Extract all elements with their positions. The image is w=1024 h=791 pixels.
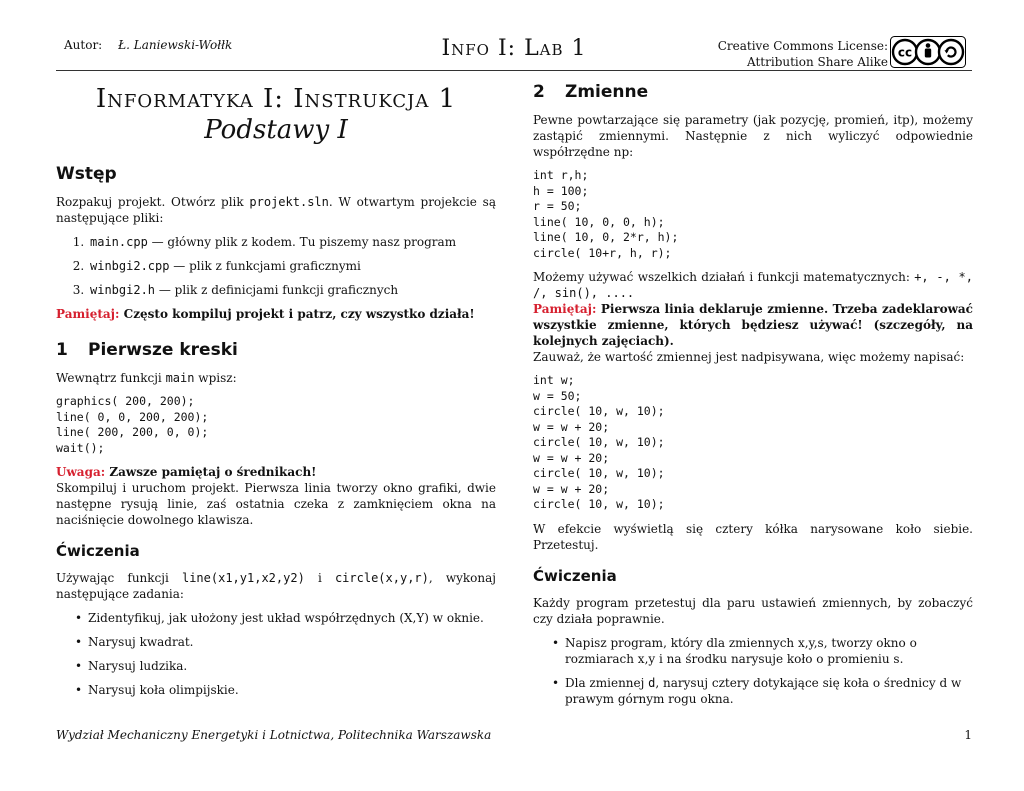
warning-label: Uwaga: bbox=[56, 465, 106, 479]
list-item: • Narysuj ludzika. bbox=[88, 658, 496, 674]
text-a: Dla zmiennej bbox=[565, 675, 649, 690]
list-item: • Narysuj kwadrat. bbox=[88, 634, 496, 650]
section-2-intro: Pewne powtarzające się parametry (jak pozycję, promień, itp), możemy zastąpić zmiennymi. Następnie z nich wyliczyć odpowiednie współrzędne np: bbox=[533, 113, 973, 159]
code-block-3: int w; w = 50; circle( 10, w, 10); w = w + 20; circle( 10, w, 10); w = w + 20; circle( 10, w, 10); w = w + 20; circle( 10, w, 10); bbox=[533, 373, 665, 511]
exercise-list-left bbox=[56, 610, 496, 698]
header-rule bbox=[56, 70, 972, 71]
remember-text: Pierwsza linia deklaruje zmienne. Trzeba zadeklarować wszystkie zmienne, których będziesz używać! (szczegóły, na kolejnych zajęciach). bbox=[533, 302, 973, 348]
text-b: , narysuj cztery dotykające się koła o średnicy d w prawym górnym rogu okna. bbox=[565, 675, 962, 706]
page-number: 1 bbox=[964, 728, 972, 742]
author-name: Ł. Laniewski-Wołłk bbox=[118, 38, 233, 52]
section-1-intro bbox=[56, 370, 496, 386]
warning-text: Zawsze pamiętaj o średnikach! bbox=[105, 465, 317, 479]
warning-note bbox=[56, 464, 496, 480]
code-inline: main bbox=[165, 371, 195, 385]
exercises-heading-left: Ćwiczenia bbox=[56, 542, 140, 560]
right-column bbox=[533, 80, 973, 715]
code-inline: circle(x,y,r) bbox=[334, 571, 429, 585]
section-title: Pierwsze kreski bbox=[88, 340, 238, 360]
file-code: main.cpp bbox=[90, 235, 148, 249]
section-number: 1 bbox=[56, 340, 68, 360]
cc-by-sa-icon bbox=[890, 36, 966, 68]
remember-label: Pamiętaj: bbox=[533, 302, 597, 316]
text-b: wpisz: bbox=[194, 371, 237, 385]
page-subtitle: Podstawy I bbox=[204, 115, 348, 145]
exercise-list-right bbox=[533, 635, 973, 707]
result-paragraph: W efekcie wyświetlą się cztery kółka narysowane koło siebie. Przetestuj. bbox=[533, 521, 973, 552]
page-title: Informatyka I: Instrukcja 1 bbox=[95, 84, 457, 114]
section-number: 2 bbox=[533, 82, 545, 102]
remember-text: Często kompiluj projekt i patrz, czy wszystko działa! bbox=[119, 307, 475, 321]
section-title: Zmienne bbox=[565, 82, 649, 102]
list-item bbox=[88, 234, 496, 250]
file-code: winbgi2.h bbox=[90, 283, 156, 297]
intro-heading: Wstęp bbox=[56, 164, 117, 184]
text-b: i bbox=[304, 571, 335, 585]
intro-text-a: Rozpakuj projekt. Otwórz plik bbox=[56, 195, 250, 209]
list-item: • Zidentyfikuj, jak ułożony jest układ współrzędnych (X,Y) w oknie. bbox=[88, 610, 496, 626]
header-title: Info I: Lab 1 bbox=[441, 36, 587, 61]
text-a: Wewnątrz funkcji bbox=[56, 371, 166, 385]
page-header bbox=[56, 28, 972, 72]
file-code: winbgi2.cpp bbox=[90, 259, 170, 273]
section-1-heading bbox=[56, 340, 496, 360]
remember-note bbox=[56, 306, 496, 322]
left-column bbox=[56, 80, 496, 706]
list-item: • Napisz program, który dla zmiennych x,y,s, tworzy okno o rozmiarach x,y i na środku narysuje koło o promieniu s. bbox=[565, 635, 973, 667]
file-desc: — plik z definicjami funkcji graficznych bbox=[155, 283, 399, 297]
list-item bbox=[88, 282, 496, 298]
intro-code: projekt.sln bbox=[249, 195, 329, 209]
math-ops-paragraph bbox=[533, 269, 973, 301]
svg-text:cc: cc bbox=[897, 45, 913, 60]
section-2-heading bbox=[533, 82, 973, 102]
exercises-heading-right: Ćwiczenia bbox=[533, 566, 617, 585]
list-item bbox=[565, 675, 973, 707]
page-footer bbox=[56, 728, 972, 742]
intro-paragraph bbox=[56, 194, 496, 226]
text-a: Możemy używać wszelkich działań i funkcji matematycznych: bbox=[533, 270, 915, 284]
list-item: • Narysuj koła olimpijskie. bbox=[88, 682, 496, 698]
file-desc: — plik z funkcjami graficznymi bbox=[169, 259, 361, 273]
author-label: Autor: bbox=[64, 38, 103, 52]
license-line-1: Creative Commons License: bbox=[717, 39, 888, 53]
code-block-1: graphics( 200, 200); line( 0, 0, 200, 200); line( 200, 200, 0, 0); wait(); bbox=[56, 394, 209, 455]
file-desc: — główny plik z kodem. Tu piszemy nasz program bbox=[147, 235, 457, 249]
overwrite-paragraph: Zauważ, że wartość zmiennej jest nadpisywana, więc możemy napisać: bbox=[533, 350, 965, 364]
code-inline: +, -, *, /, sin(), .... bbox=[533, 270, 973, 300]
file-list bbox=[56, 234, 496, 298]
remember-note-2 bbox=[533, 301, 973, 349]
footer-institution: Wydział Mechaniczny Energetyki i Lotnictwa, Politechnika Warszawska bbox=[56, 728, 492, 742]
license-line-2: Attribution Share Alike bbox=[747, 55, 888, 69]
code-inline: d bbox=[648, 675, 656, 690]
text-c: , wykonaj następujące zadania: bbox=[56, 571, 496, 601]
code-inline: line(x1,y1,x2,y2) bbox=[181, 571, 305, 585]
exercises-intro-right: Każdy program przetestuj dla paru ustawień zmiennych, by zobaczyć czy działa poprawnie. bbox=[533, 595, 973, 626]
text-a: Używając funkcji bbox=[56, 571, 182, 585]
section-1-paragraph: Skompiluj i uruchom projekt. Pierwsza linia tworzy okno grafiki, dwie następne rysują linie, zaś ostatnia czeka z zamknięciem okna na naciśnięcie dowolnego klawisza. bbox=[56, 481, 496, 527]
remember-label: Pamiętaj: bbox=[56, 307, 120, 321]
code-block-2: int r,h; h = 100; r = 50; line( 10, 0, 0, h); line( 10, 0, 2*r, h); circle( 10+r, h, r); bbox=[533, 168, 679, 260]
list-item bbox=[88, 258, 496, 274]
intro-text-b: . W otwartym projekcie są następujące pliki: bbox=[56, 195, 496, 225]
exercises-intro-left bbox=[56, 570, 496, 602]
license-text bbox=[718, 38, 888, 70]
